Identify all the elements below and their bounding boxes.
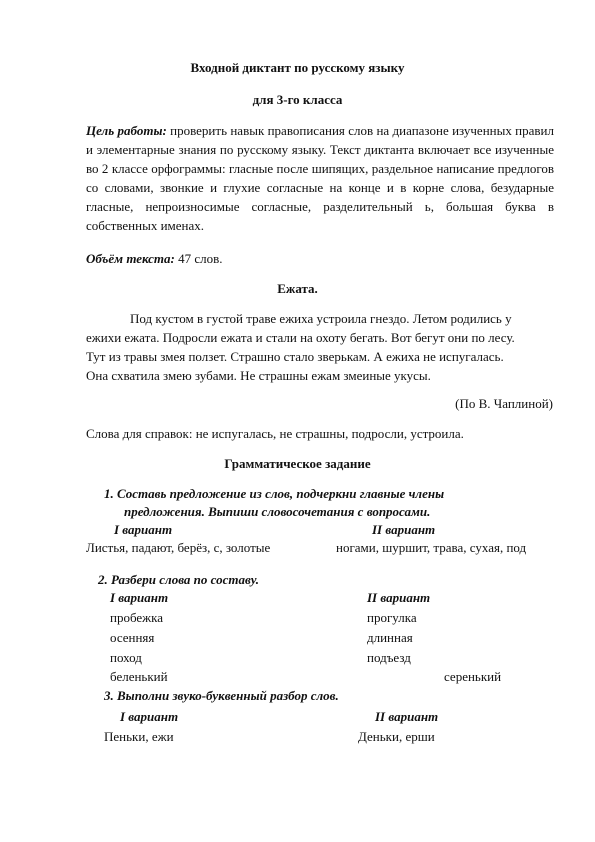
task1-variant1-words: Листья, падают, берёз, с, золотые (86, 540, 271, 555)
document-title: Входной диктант по русскому языку (190, 60, 405, 75)
task2-variant1-word: пробежка (110, 610, 164, 625)
dictation-line: Под кустом в густой траве ежиха устроила гнездо. Летом родились у (130, 311, 512, 326)
task2-variant2-word: подъезд (367, 650, 411, 665)
task2-variant2-label: II вариант (367, 590, 431, 605)
task2-variant1-label: I вариант (110, 590, 169, 605)
task1-line2: предложения. Выпиши словосочетания с вопросами. (124, 504, 431, 519)
task2-variant1-word: осенняя (110, 630, 155, 645)
dictation-title: Ежата. (277, 281, 318, 296)
task2-variant1-word: беленький (110, 669, 168, 684)
purpose-label: Цель работы: (86, 123, 167, 138)
dictation-author: (По В. Чаплиной) (455, 396, 553, 411)
volume-line (86, 251, 223, 267)
volume-text: 47 слов. (174, 251, 223, 266)
task1-variant1-label: I вариант (114, 522, 173, 537)
task2-variant2-word: длинная (367, 630, 413, 645)
dictation-line: ежихи ежата. Подросли ежата и стали на охоту бегать. Вот бегут они по лесу. (86, 330, 515, 345)
task3-variant1-words: Пеньки, ежи (104, 729, 174, 744)
task1-variant2-words: ногами, шуршит, трава, сухая, под (336, 540, 527, 555)
task2-variant1-word: поход (110, 650, 142, 665)
task2-title: 2. Разбери слова по составу. (98, 572, 259, 587)
task2-variant2-word: прогулка (367, 610, 417, 625)
volume-label: Объём текста: (86, 251, 175, 266)
task3-variant1-label: I вариант (120, 709, 179, 724)
purpose-paragraph (86, 121, 554, 235)
dictation-line: Тут из травы змея ползет. Страшно стало зверькам. А ежиха не испугалась. (86, 349, 504, 364)
task1-variant2-label: II вариант (372, 522, 436, 537)
dictation-line: Она схватила змею зубами. Не страшны ежам змеиные укусы. (86, 368, 431, 383)
grammar-title: Грамматическое задание (224, 456, 371, 471)
document-subtitle: для 3-го класса (252, 92, 343, 107)
purpose-text: проверить навык правописания слов на диапазоне изученных правил и элементарные знания по русскому языку. Текст диктанта включает все изученные во 2 классе орфограммы: гласные после шипящих, раздельное написание предлогов со словами, звонкие и глухие согласные на конце и в корне слова, безударные гласные, непроизносимые согласные, разделительный ь, большая буква в собственных именах. (86, 123, 554, 233)
task3-title: 3. Выполни звуко-буквенный разбор слов. (104, 688, 339, 703)
task3-variant2-label: II вариант (375, 709, 439, 724)
help-words: Слова для справок: не испугалась, не страшны, подросли, устроила. (86, 426, 464, 441)
task3-variant2-words: Деньки, ерши (358, 729, 435, 744)
task2-variant2-word: серенький (444, 669, 502, 684)
task1-line1: 1. Составь предложение из слов, подчеркни главные члены (104, 486, 445, 501)
